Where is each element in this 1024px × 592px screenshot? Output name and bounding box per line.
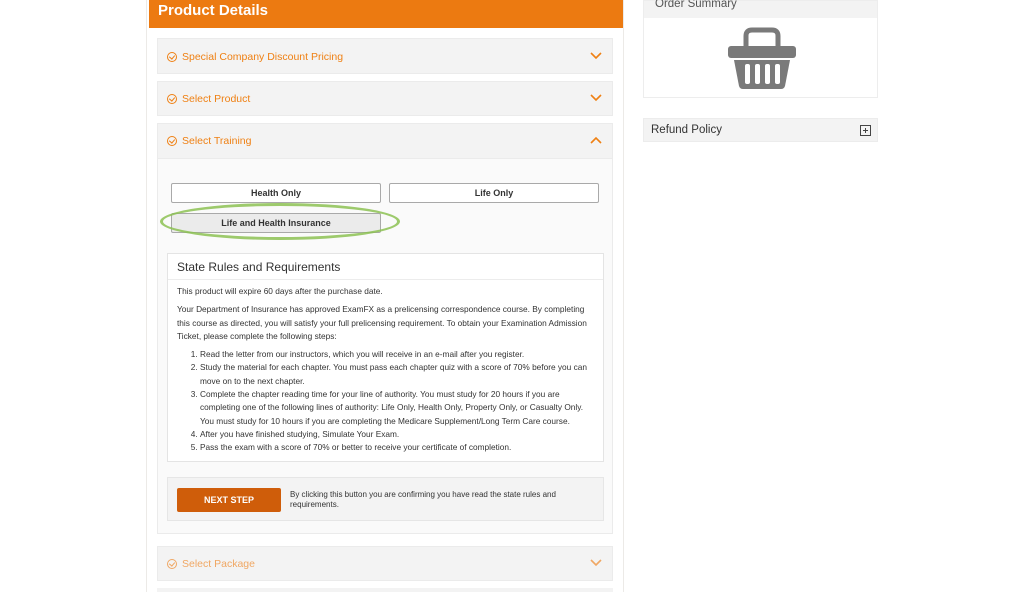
accordion-select-package[interactable] (157, 546, 613, 581)
accordion-label: Select Product (182, 93, 251, 105)
accordion-select-training[interactable] (157, 123, 613, 159)
order-summary-title: Order Summary (655, 0, 737, 10)
check-circle-icon (167, 136, 177, 146)
accordion-label: Select Training (182, 135, 252, 147)
check-circle-icon (167, 559, 177, 569)
order-summary-header (644, 1, 877, 18)
accordion-discount-pricing[interactable] (157, 38, 613, 74)
product-details-title: Product Details (158, 2, 269, 19)
basket-icon (726, 26, 798, 90)
selection-highlight-ring (160, 203, 400, 240)
order-summary-panel (643, 0, 878, 98)
list-item: 5. Pass the exam with a score of 70% or better to receive your certificate of completion. (200, 441, 592, 454)
expiry-text: This product will expire 60 days after the purchase date. (177, 286, 383, 296)
next-step-note: By clicking this button you are confirming you have read the state rules and requirements. (290, 490, 556, 509)
next-step-button[interactable]: NEXT STEP (177, 488, 281, 512)
chevron-down-icon[interactable] (590, 92, 602, 102)
chevron-up-icon[interactable] (590, 135, 602, 145)
product-details-header (149, 0, 623, 28)
rules-title: State Rules and Requirements (177, 260, 341, 274)
chevron-down-icon[interactable] (590, 557, 602, 567)
list-item: 3. Complete the chapter reading time for your line of authority. You must study for 20 hours if you are completing one of the following lines of authority: Life Only, Health Only, Property Only, or Casualty Only. You must study for 10 hours if you are completing the Medicare Supplement/Long Term Care course. (200, 388, 592, 428)
plus-square-icon[interactable] (860, 125, 871, 136)
list-item: 4. After you have finished studying, Simulate Your Exam. (200, 428, 592, 441)
check-circle-icon (167, 94, 177, 104)
divider (168, 279, 603, 280)
next-accordion-edge (157, 588, 613, 592)
intro-text: Your Department of Insurance has approved ExamFX as a prelicensing correspondence course. By completing this course as directed, you will satisfy your full prelicensing requirement. To obtain your Examination Admission Ticket, please complete the following steps: (177, 304, 587, 341)
next-step-bar (167, 477, 604, 521)
steps-list (177, 348, 592, 454)
check-circle-icon (167, 52, 177, 62)
refund-policy-row[interactable] (643, 118, 878, 142)
state-rules-box[interactable] (167, 253, 604, 462)
list-item: 2. Study the material for each chapter. You must pass each chapter quiz with a score of 70% before you can move on to the next chapter. (200, 361, 592, 388)
refund-policy-title: Refund Policy (651, 124, 722, 136)
accordion-label: Select Package (182, 558, 255, 570)
accordion-select-product[interactable] (157, 81, 613, 116)
option-life-only[interactable]: Life Only (389, 183, 599, 203)
accordion-label: Special Company Discount Pricing (182, 51, 344, 63)
option-life-and-health[interactable]: Life and Health Insurance (171, 213, 381, 233)
rules-content (177, 285, 592, 455)
chevron-down-icon[interactable] (590, 50, 602, 60)
option-health-only[interactable]: Health Only (171, 183, 381, 203)
list-item: 1. Read the letter from our instructors, which you will receive in an e-mail after you register. (200, 348, 592, 361)
